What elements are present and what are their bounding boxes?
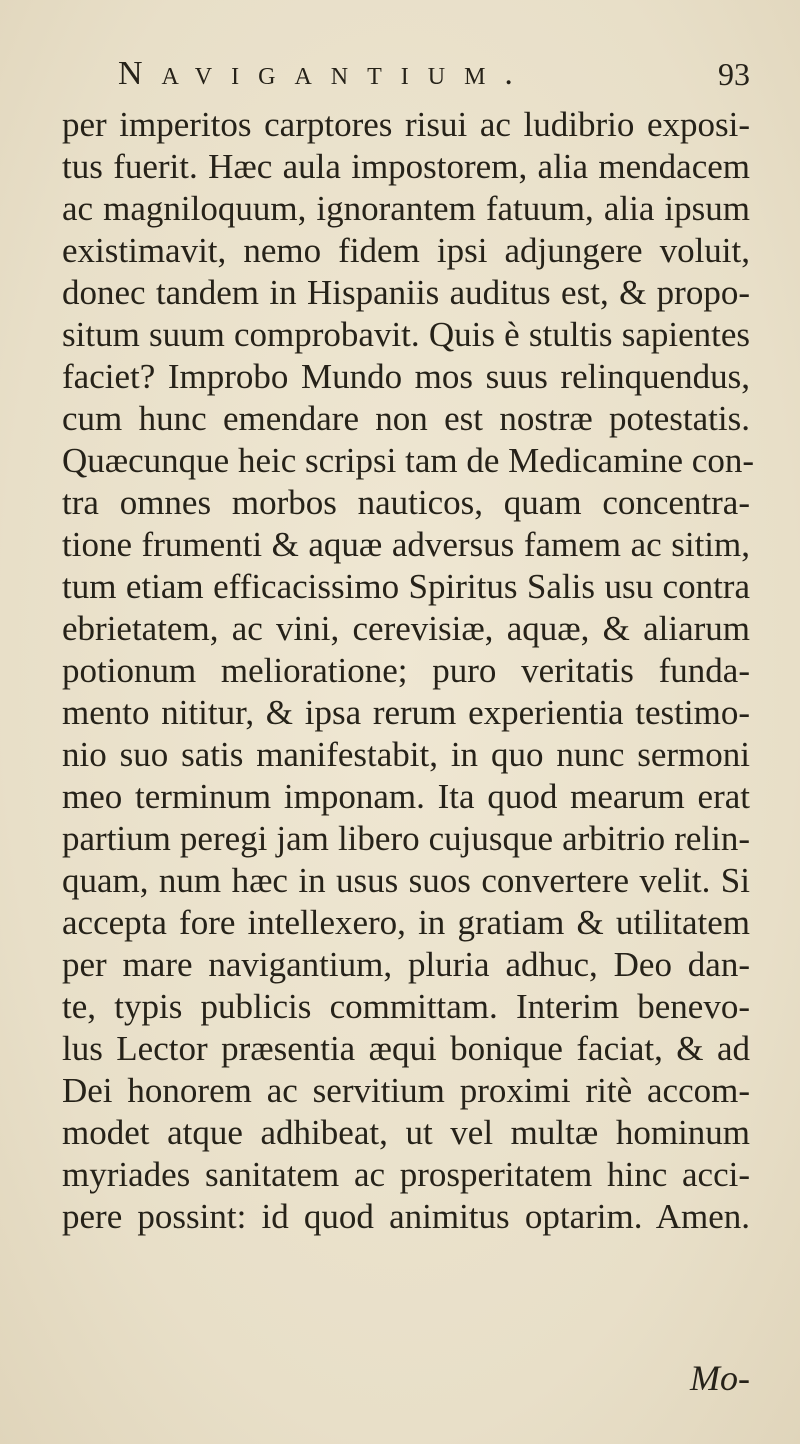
running-head — [118, 52, 750, 96]
text-line: quam, num hæc in usus suos convertere velit. Si — [62, 861, 750, 900]
text-line: cum hunc emendare non est nostræ potestatis. — [62, 399, 750, 438]
text-line: lus Lector præsentia æqui bonique faciat, & ad — [62, 1029, 750, 1068]
text-line: existimavit, nemo fidem ipsi adjungere voluit, — [62, 231, 750, 270]
text-line: tra omnes morbos nauticos, quam concentra- — [62, 483, 750, 522]
text-line: faciet? Improbo Mundo mos suus relinquendus, — [62, 357, 750, 396]
running-title: Navigantium. — [118, 55, 532, 92]
text-line: situm suum comprobavit. Quis è stultis sapientes — [62, 315, 750, 354]
text-line: tione frumenti & aquæ adversus famem ac sitim, — [62, 525, 750, 564]
text-line: te, typis publicis committam. Interim benevo- — [62, 987, 750, 1026]
text-line: per imperitos carptores risui ac ludibrio exposi- — [62, 105, 750, 144]
text-line: meo terminum imponam. Ita quod mearum erat — [62, 777, 750, 816]
text-line: mento nititur, & ipsa rerum experientia testimo- — [62, 693, 750, 732]
text-line: Dei honorem ac servitium proximi ritè accom- — [62, 1071, 750, 1110]
text-line: donec tandem in Hispaniis auditus est, & propo- — [62, 273, 750, 312]
text-line: tus fuerit. Hæc aula impostorem, alia mendacem — [62, 147, 750, 186]
text-line: per mare navigantium, pluria adhuc, Deo dan- — [62, 945, 750, 984]
text-line: ac magniloquum, ignorantem fatuum, alia ipsum — [62, 189, 750, 228]
catchword: Mo- — [690, 1358, 750, 1398]
text-line: modet atque adhibeat, ut vel multæ hominum — [62, 1113, 750, 1152]
text-line: pere possint: id quod animitus optarim. Amen. — [62, 1197, 750, 1236]
text-line: Quæcunque heic scripsi tam de Medicamine con- — [62, 441, 755, 480]
text-line: nio suo satis manifestabit, in quo nunc sermoni — [62, 735, 750, 774]
page-number: 93 — [718, 56, 750, 92]
text-line: accepta fore intellexero, in gratiam & utilitatem — [62, 903, 750, 942]
text-line: ebrietatem, ac vini, cerevisiæ, aquæ, & aliarum — [62, 609, 750, 648]
body-text — [62, 104, 755, 1238]
text-line: partium peregi jam libero cujusque arbitrio relin- — [62, 819, 750, 858]
text-line: tum etiam efficacissimo Spiritus Salis usu contra — [62, 567, 750, 606]
text-line: potionum melioratione; puro veritatis funda- — [62, 651, 750, 690]
text-line: myriades sanitatem ac prosperitatem hinc acci- — [62, 1155, 750, 1194]
